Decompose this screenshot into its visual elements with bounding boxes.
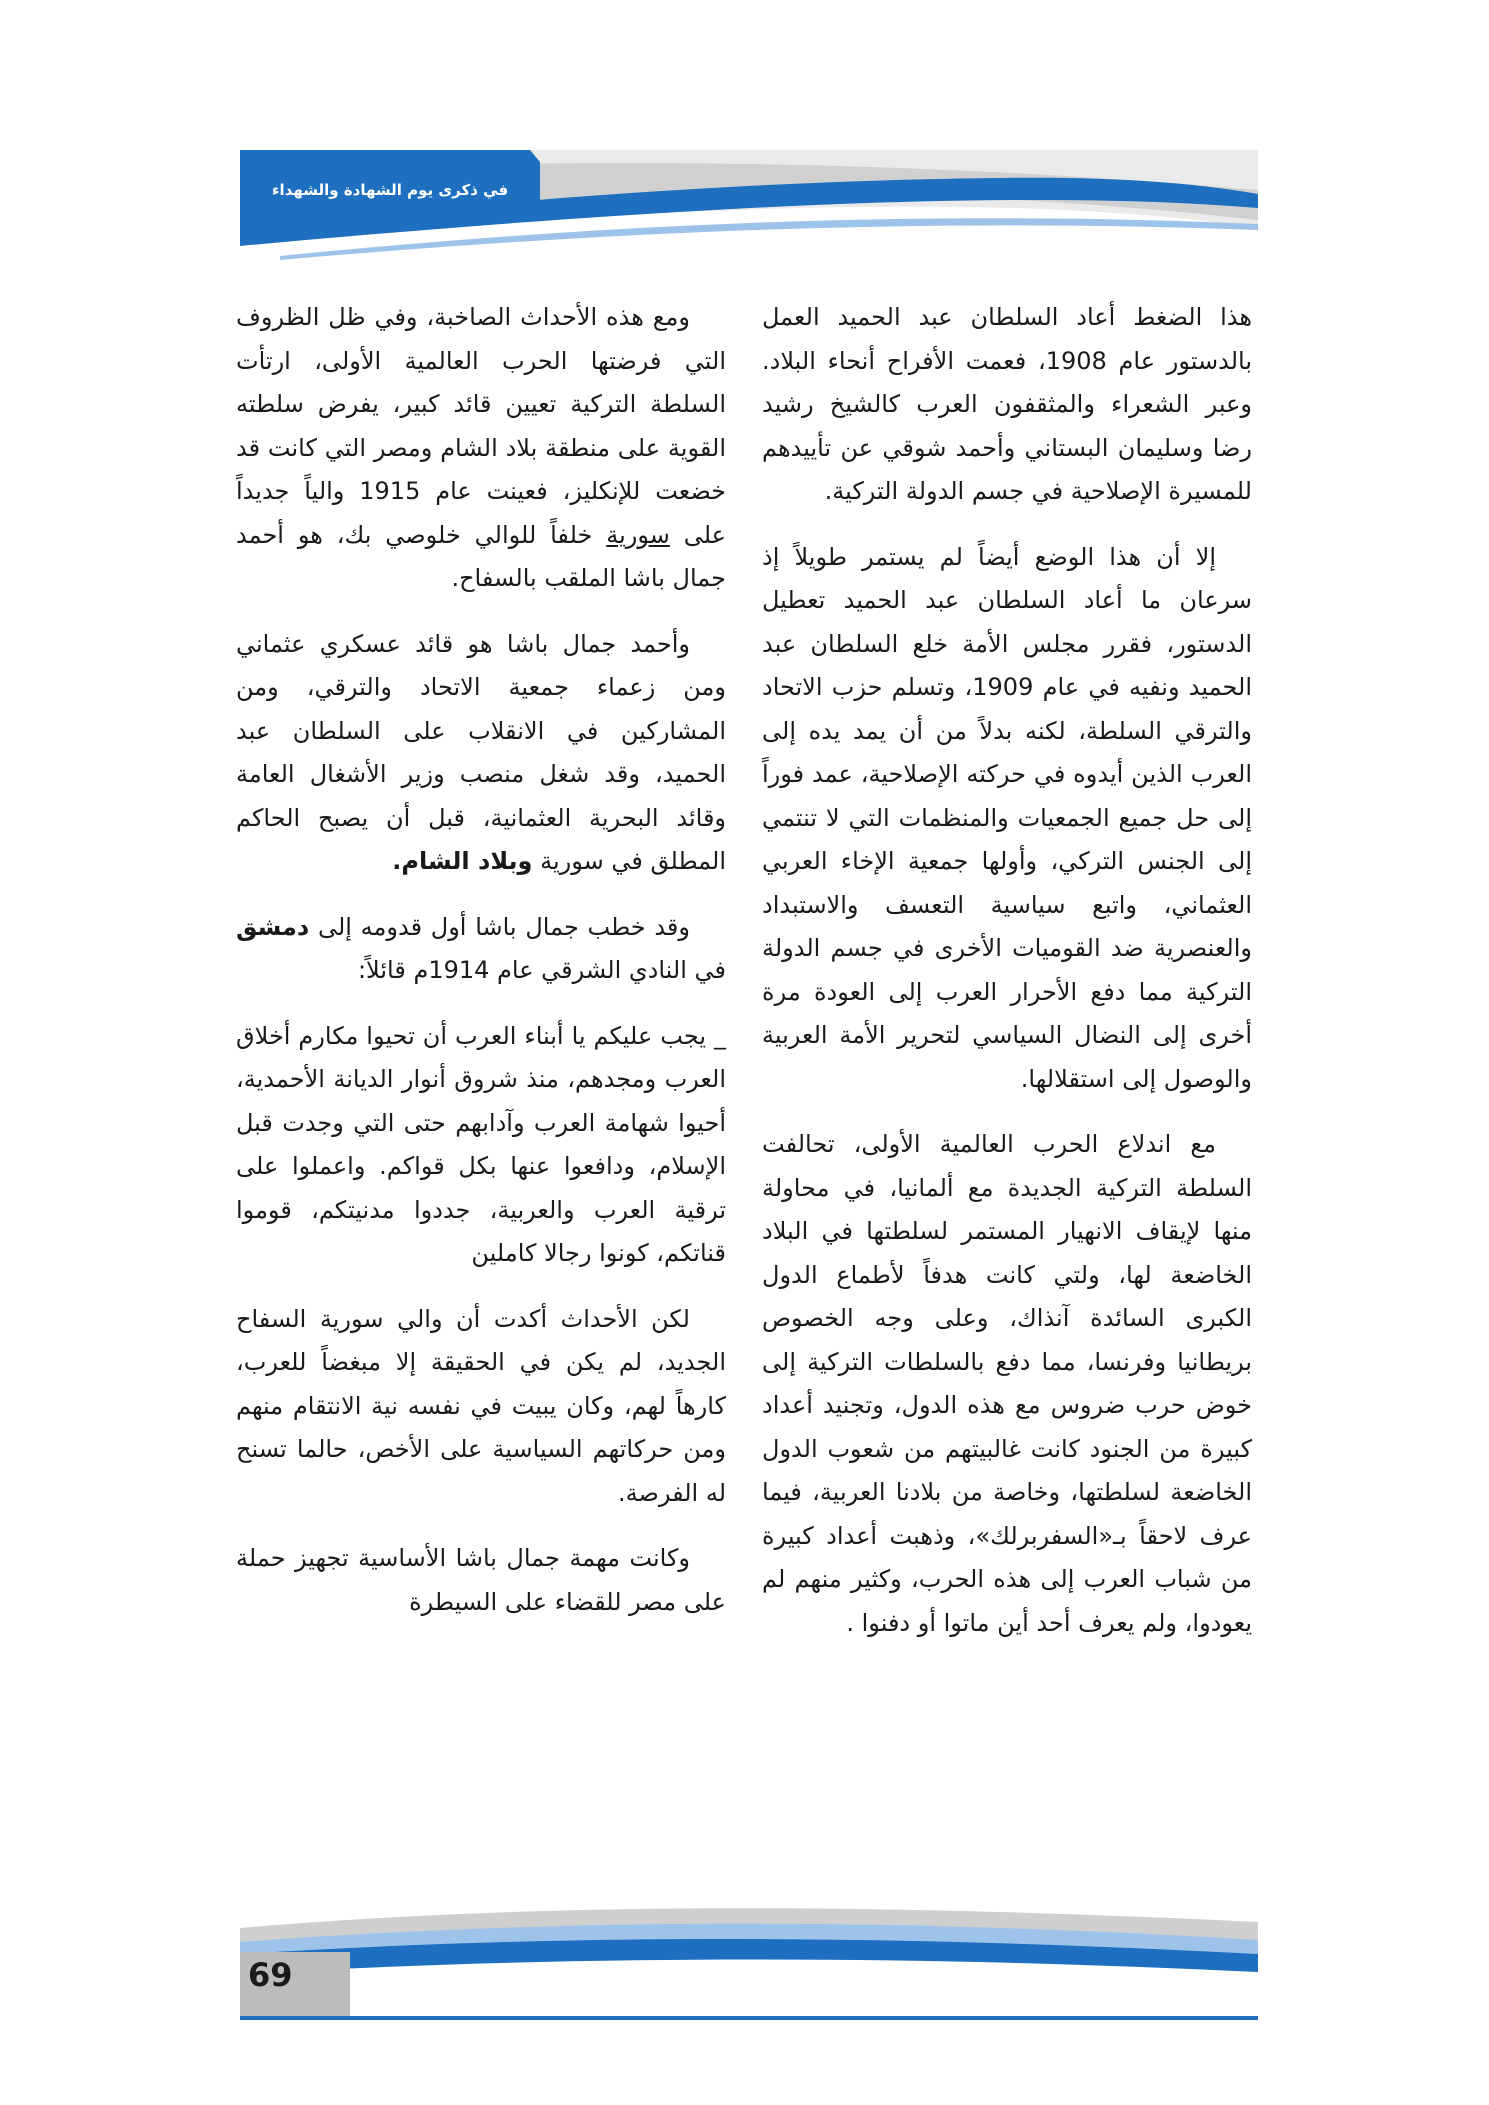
left-paragraph-2 xyxy=(236,623,726,884)
right-paragraph-3: مع اندلاع الحرب العالمية الأولى، تحالفت السلطة التركية الجديدة مع ألمانيا، في محاولة منها لإيقاف الانهيار المستمر لسلطتها في البلاد الخاضعة لها، ولتي كانت هدفاً لأطماع الدول الكبرى السائدة آنذاك، وعلى وجه الخصوص بريطانيا وفرنسا، مما دفع بالسلطات التركية إلى خوض حرب ضروس مع هذه الدول، وتجنيد أعداد كبيرة من الجنود كانت غالبيتهم من شعوب الدول الخاضعة لسلطتها، وخاصة من بلادنا العربية، فيما عرف لاحقاً بـ«السفربرلك»، وذهبت أعداد كبيرة من شباب العرب إلى هذه الحرب، وكثير منهم لم يعودوا، ولم يعرف أحد أين ماتوا أو دفنوا . xyxy=(762,1130,1252,1637)
left-p3-text-end: في النادي الشرقي عام 1914م قائلاً: xyxy=(357,956,726,984)
left-p2-text: وأحمد جمال باشا هو قائد عسكري عثماني ومن زعماء جمعية الاتحاد والترقي، ومن المشاركين في الانقلاب على السلطان عبد الحميد، وقد شغل منصب وزير الأشغال العامة وقائد البحرية العثمانية، قبل أن يصبح الحاكم المطلق في سورية xyxy=(236,629,726,875)
left-paragraph-3 xyxy=(236,906,726,993)
right-paragraph-1: هذا الضغط أعاد السلطان عبد الحميد العمل بالدستور عام 1908، فعمت الأفراح أنحاء البلاد. وعبر الشعراء والمثقفون العرب كالشيخ رشيد رضا وسليمان البستاني وأحمد شوقي عن تأييدهم للمسيرة الإصلاحية في جسم الدولة التركية. xyxy=(762,303,1253,505)
left-text-column xyxy=(236,296,726,1646)
footer-swoosh-graphic xyxy=(240,1900,1258,2020)
left-p2-bold: وبلاد الشام. xyxy=(392,847,533,875)
left-paragraph-5: لكن الأحداث أكدت أن والي سورية السفاح الجديد، لم يكن في الحقيقة إلا مبغضاً للعرب، كارهاً لهم، وكان يبيت في نفسه نية الانتقام منهم ومن حركاتهم السياسية على الأخص، حالما تسنح له الفرصة. xyxy=(236,1304,726,1507)
left-paragraph-6: وكانت مهمة جمال باشا الأساسية تجهيز حملة على مصر للقضاء على السيطرة xyxy=(236,1544,726,1616)
link-syria[interactable]: سورية xyxy=(606,520,670,549)
left-p1-text-start: ومع هذه الأحداث الصاخبة، وفي ظل الظروف التي فرضتها الحرب العالمية الأولى، ارتأت السلطة التركية تعيين قائد كبير، يفرض سلطته القوية على منطقة بلاد الشام ومصر التي كانت قد خضعت للإنكليز، فعينت عام 1915 والياً جديداً على xyxy=(236,303,727,549)
left-paragraph-1 xyxy=(236,296,726,601)
right-paragraph-2: إلا أن هذا الوضع أيضاً لم يستمر طويلاً إذ سرعان ما أعاد السلطان عبد الحميد تعطيل الدستور، فقرر مجلس الأمة خلع السلطان عبد الحميد ونفيه في عام 1909، وتسلم حزب الاتحاد والترقي السلطة، لكنه بدلاً من أن يمد يده إلى العرب الذين أيدوه في حركته الإصلاحية، عمد فوراً إلى حل جميع الجمعيات والمنظمات التي لا تنتمي إلى الجنس التركي، وأولها جمعية الإخاء العربي العثماني، واتبع سياسية التعسف والاستبداد والعنصرية ضد القوميات الأخرى في جسم الدولة التركية مما دفع الأحرار العرب إلى العودة مرة أخرى إلى النضال السياسي لتحرير الأمة العربية والوصول إلى استقلالها. xyxy=(762,542,1252,1093)
header-banner xyxy=(240,150,1258,262)
left-p3-bold-damascus: دمشق xyxy=(236,912,310,941)
left-p3-text-start: وقد خطب جمال باشا أول قدومه إلى xyxy=(317,912,690,941)
banner-title: في ذكرى يوم الشهادة والشهداء xyxy=(271,181,509,199)
left-paragraph-4-quote: _ يجب عليكم يا أبناء العرب أن تحيوا مكارم أخلاق العرب ومجدهم، منذ شروق أنوار الديانة الأحمدية، أحيوا شهامة العرب وآدابهم حتى التي وجدت قبل الإسلام، ودافعوا عنها بكل قواكم. واعملوا على ترقية العرب والعربية، جددوا مدنيتكم، قوموا قناتكم، كونوا رجالا كاملين xyxy=(236,1021,726,1267)
right-text-column xyxy=(762,296,1252,1667)
page-number: 69 xyxy=(248,1956,293,1994)
footer-banner xyxy=(240,1900,1258,2020)
left-p1-text-end: خلفاً للوالي خلوصي بك، هو أحمد جمال باشا الملقب بالسفاح. xyxy=(236,520,726,592)
